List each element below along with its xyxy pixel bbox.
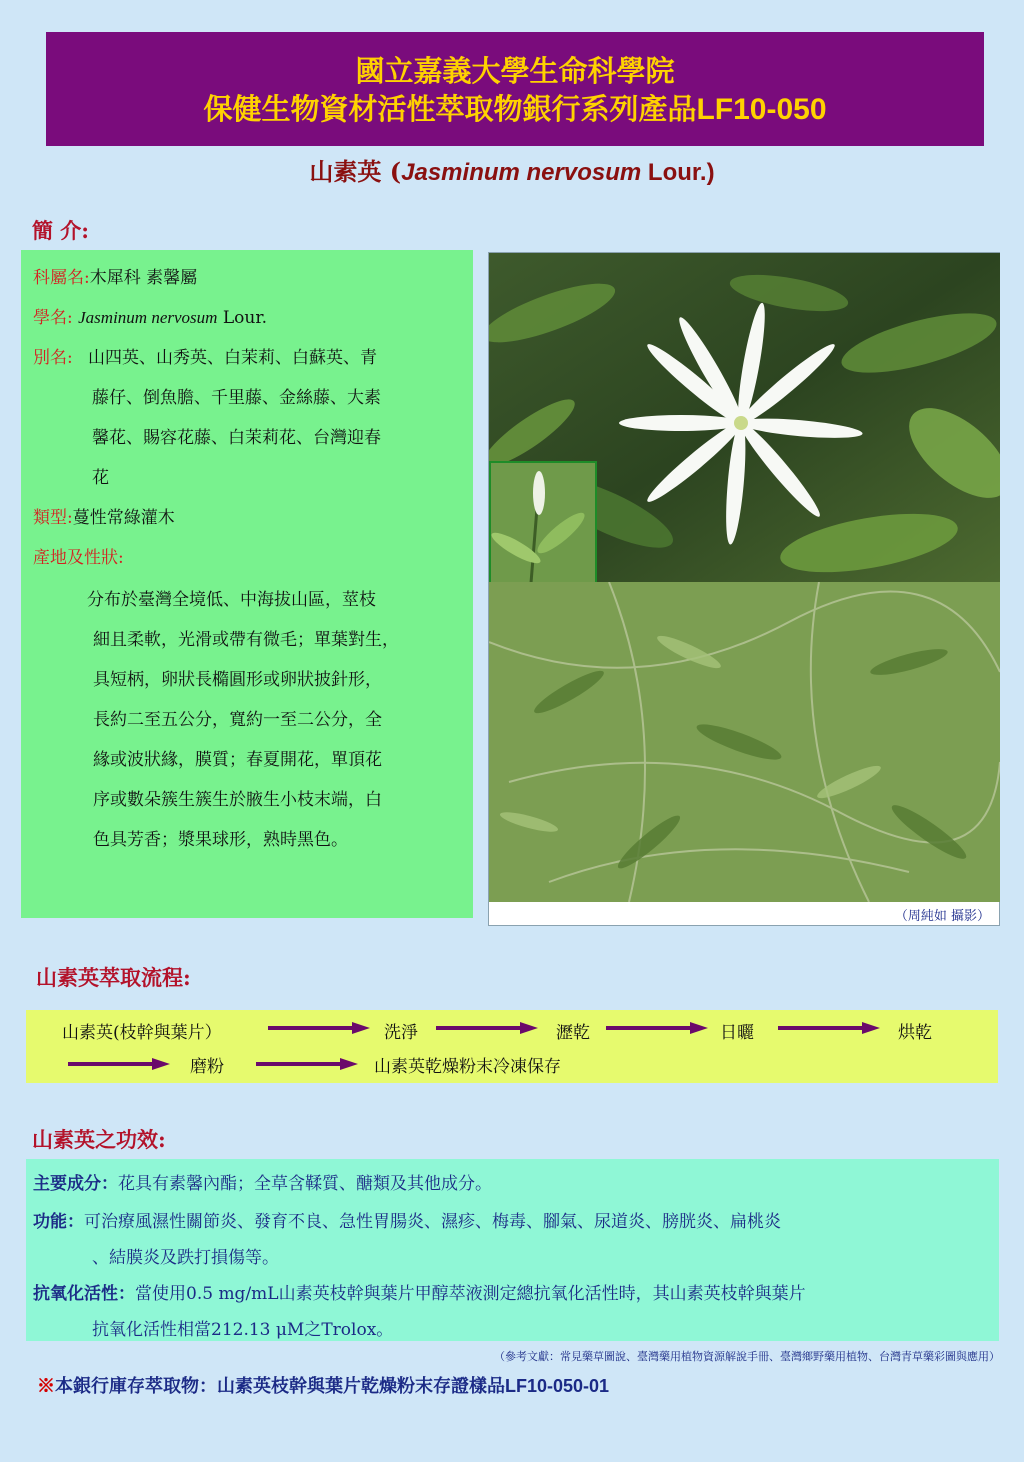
function-value: 可治療風濕性關節炎、發育不良、急性胃腸炎、濕疹、梅毒、腳氣、尿道炎、膀胱炎、扁桃炎 (84, 1212, 781, 1232)
habitat-line: 細且柔軟，光滑或帶有微毛；單葉對生， (93, 630, 399, 650)
intro-title: 簡 介: (32, 218, 90, 243)
alias-line: 山四英、山秀英、白茉莉、白蘇英、青 (88, 348, 377, 368)
alias-list (88, 338, 468, 498)
arrow-right-icon (256, 1056, 358, 1072)
habitat-line: 緣或波狀緣，膜質；春夏開花，單頂花 (93, 750, 382, 770)
antioxidant-label: 抗氧化活性： (33, 1284, 135, 1304)
scientific-name-italic: Jasminum nervosum (78, 308, 218, 327)
arrow-right-icon (436, 1020, 538, 1036)
species-chinese-name: 山素英 ( (309, 157, 402, 186)
arrow-right-icon (778, 1020, 880, 1036)
photo-credit: （周純如 攝影） (894, 909, 990, 924)
species-author: Lour.) (641, 159, 715, 186)
antioxidant-row (33, 1279, 806, 1304)
process-step: 洗淨 (384, 1023, 418, 1043)
institution-title: 國立嘉義大學生命科學院 (355, 54, 675, 88)
process-step: 山素英乾燥粉末冷凍保存 (374, 1057, 561, 1077)
ingredients-label: 主要成分： (33, 1174, 118, 1194)
reference-mark: ※ (37, 1376, 55, 1397)
habitat-line: 分布於臺灣全境低、中海拔山區，莖枝 (87, 590, 376, 610)
habitat-line: 色具芳香；漿果球形，熟時黑色。 (93, 830, 348, 850)
process-step: 磨粉 (190, 1057, 224, 1077)
ingredients-row (33, 1169, 492, 1194)
alias-label (33, 338, 73, 378)
process-panel (26, 1010, 998, 1083)
process-title: 山素英萃取流程: (36, 965, 191, 990)
sample-code: LF10-050-01 (505, 1376, 610, 1396)
type-value: 蔓性常綠灌木 (72, 508, 175, 528)
antioxidant-continuation: 抗氧化活性相當212.13 μM之Trolox。 (92, 1320, 394, 1340)
series-text: 保健生物資材活性萃取物銀行系列產品 (203, 92, 697, 126)
intro-panel (21, 250, 473, 918)
process-step: 山素英(枝幹與葉片） (62, 1023, 222, 1043)
type-row (33, 498, 175, 538)
type-label: 類型: (33, 508, 73, 528)
habitat-description (87, 580, 473, 860)
efficacy-panel (26, 1159, 999, 1341)
alias-line: 馨花、賜容花藤、白茉莉花、台灣迎春 (92, 428, 381, 448)
scientific-name-author: Lour. (217, 308, 267, 328)
product-code: LF10-050 (696, 93, 827, 126)
efficacy-title: 山素英之功效: (32, 1127, 166, 1152)
alias-line: 藤仔、倒魚膽、千里藤、金絲藤、大素 (92, 388, 381, 408)
family-row (33, 258, 197, 298)
shrub-foliage-photo (489, 582, 1000, 902)
alias-line: 花 (92, 468, 109, 488)
process-step: 烘乾 (898, 1023, 932, 1043)
function-row (33, 1207, 781, 1232)
species-latin-name: Jasminum nervosum (401, 159, 642, 186)
habitat-label: 產地及性狀: (33, 548, 124, 568)
function-label: 功能： (33, 1212, 84, 1232)
flower-bud-photo (489, 461, 597, 585)
references: （參考文獻：常見藥草圖說、臺灣藥用植物資源解說手冊、臺灣鄉野藥用植物、台灣青草藥彩圖與應用） (494, 1350, 1000, 1363)
process-step: 日曬 (720, 1023, 754, 1043)
antioxidant-value: 當使用0.5 mg/mL山素英枝幹與葉片甲醇萃液測定總抗氧化活性時，其山素英枝幹與葉片 (135, 1284, 806, 1304)
habitat-label-row (33, 538, 124, 578)
inventory-note (37, 1372, 609, 1398)
alias-label-text: 別名: (33, 348, 73, 368)
scientific-name-row (33, 298, 267, 338)
function-continuation: 、結膜炎及跌打損傷等。 (92, 1248, 279, 1268)
inventory-text: 本銀行庫存萃取物：山素英枝幹與葉片乾燥粉末存證樣品 (55, 1376, 505, 1397)
arrow-right-icon (68, 1056, 170, 1072)
product-series-title (46, 90, 984, 129)
habitat-line: 長約二至五公分，寬約一至二公分，全 (93, 710, 382, 730)
arrow-right-icon (268, 1020, 370, 1036)
arrow-right-icon (606, 1020, 708, 1036)
scientific-name-label: 學名: (33, 308, 73, 328)
header-banner (46, 32, 984, 146)
ingredients-value: 花具有素馨內酯；全草含鞣質、醣類及其他成分。 (118, 1174, 492, 1194)
species-title (0, 152, 1024, 187)
family-value: 木犀科 素馨屬 (89, 268, 198, 288)
family-label: 科屬名: (33, 268, 90, 288)
process-step: 瀝乾 (556, 1023, 590, 1043)
habitat-line: 具短柄，卵狀長橢圓形或卵狀披針形， (93, 670, 382, 690)
habitat-line: 序或數朵簇生簇生於腋生小枝末端，白 (93, 790, 382, 810)
